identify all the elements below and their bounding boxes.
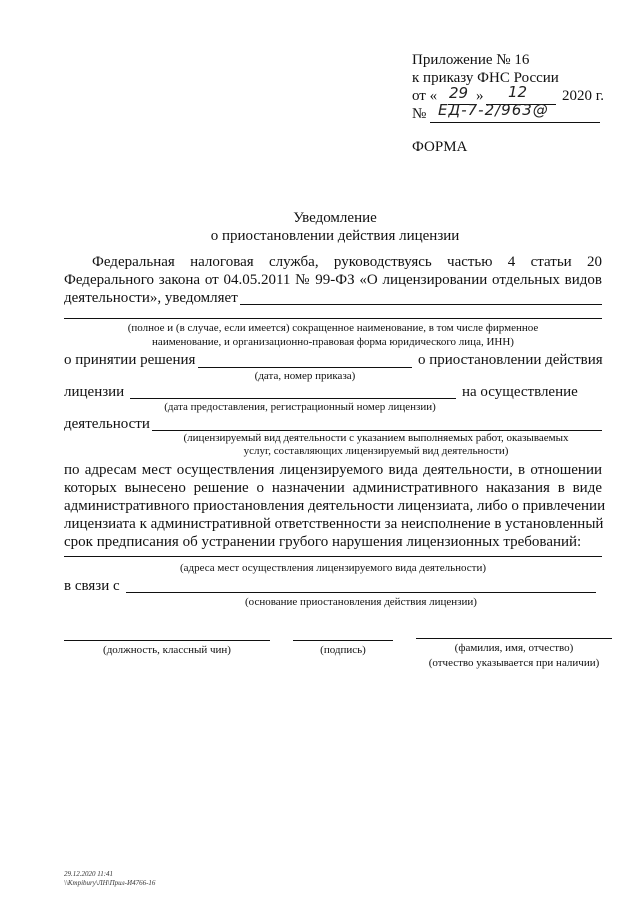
position-field[interactable] [64,640,270,641]
order-date-mid: » [476,88,484,104]
footer-timestamp: 29.12.2020 11:41 [64,870,114,878]
paragraph-line-1: по адресам мест осуществления лицензируемого вида деятельности, в отношении [64,462,602,478]
paragraph-line-2: которых вынесено решение о назначении административного наказания в виде [64,480,602,496]
order-date-year: 2020 г. [562,88,604,104]
order-date-month: 12 [508,83,528,101]
order-date-day: 29 [449,84,469,102]
paragraph-line-5: срок предписания об устранении грубого нарушения лицензионных требований: [64,534,582,550]
order-date-number-field[interactable] [198,367,412,368]
hint-full-name: (фамилия, имя, отчество) [454,642,574,654]
order-reference: к приказу ФНС России [412,70,559,86]
hint-patronymic-note: (отчество указывается при наличии) [428,657,600,669]
order-date-prefix: от « [412,88,438,104]
paragraph-line-3: административного приостановления деятельности лицензиата, либо о привлечении [64,498,606,514]
intro-line-3: деятельности», уведомляет [64,290,238,306]
reason-field[interactable] [126,592,596,593]
hint-order: (дата, номер приказа) [254,370,356,382]
hint-signature: (подпись) [320,644,366,656]
hint-addresses: (адреса мест осуществления лицензируемого вида деятельности) [179,562,487,574]
license-details-field[interactable] [130,398,456,399]
document-subtitle: о приостановлении действия лицензии [210,228,460,244]
order-number-prefix: № [412,106,427,122]
form-label: ФОРМА [412,139,468,155]
activity-field[interactable] [152,430,602,431]
hint-organization-1: (полное и (в случае, если имеется) сокращенное наименование, в том числе фирменное [127,322,539,334]
intro-line-1: Федеральная налоговая служба, руководствуясь частью 4 статьи 20 [92,254,602,270]
appendix-label: Приложение № 16 [412,52,530,68]
paragraph-line-4: лицензиата к административной ответственности за неисполнение в установленный [64,516,604,532]
decision-label: о принятии решения [64,352,196,368]
hint-activity-1: (лицензируемый вид деятельности с указанием выполняемых работ, оказываемых [183,432,569,444]
document-title: Уведомление [293,210,377,226]
hint-license: (дата предоставления, регистрационный номер лицензии) [164,401,436,413]
intro-line-2: Федерального закона от 04.05.2011 № 99-ФЗ «О лицензировании отдельных видов [64,272,602,288]
hint-reason: (основание приостановления действия лицензии) [245,596,477,608]
activity-label: деятельности [64,416,150,432]
hint-organization-2: наименование, и организационно-правовая форма юридического лица, ИНН) [152,336,514,348]
signature-field[interactable] [293,640,393,641]
order-number-value: ЕД-7-2/963@ [438,101,549,119]
full-name-field[interactable] [416,638,612,639]
organization-field-line-1[interactable] [240,304,602,305]
license-label: лицензии [64,384,125,400]
order-number-underline [430,122,600,123]
hint-position: (должность, классный чин) [103,644,231,656]
hint-activity-2: услуг, составляющих лицензируемый вид деятельности) [243,445,509,457]
decision-suffix: о приостановлении действия [418,352,603,368]
reason-label: в связи с [64,578,120,594]
organization-field-line-2[interactable] [64,318,602,319]
license-suffix: на осуществление [462,384,578,400]
addresses-field[interactable] [64,556,602,557]
footer-file-path: \\Kmpibury\ЛН\Прил-И4766-16 [64,879,156,887]
